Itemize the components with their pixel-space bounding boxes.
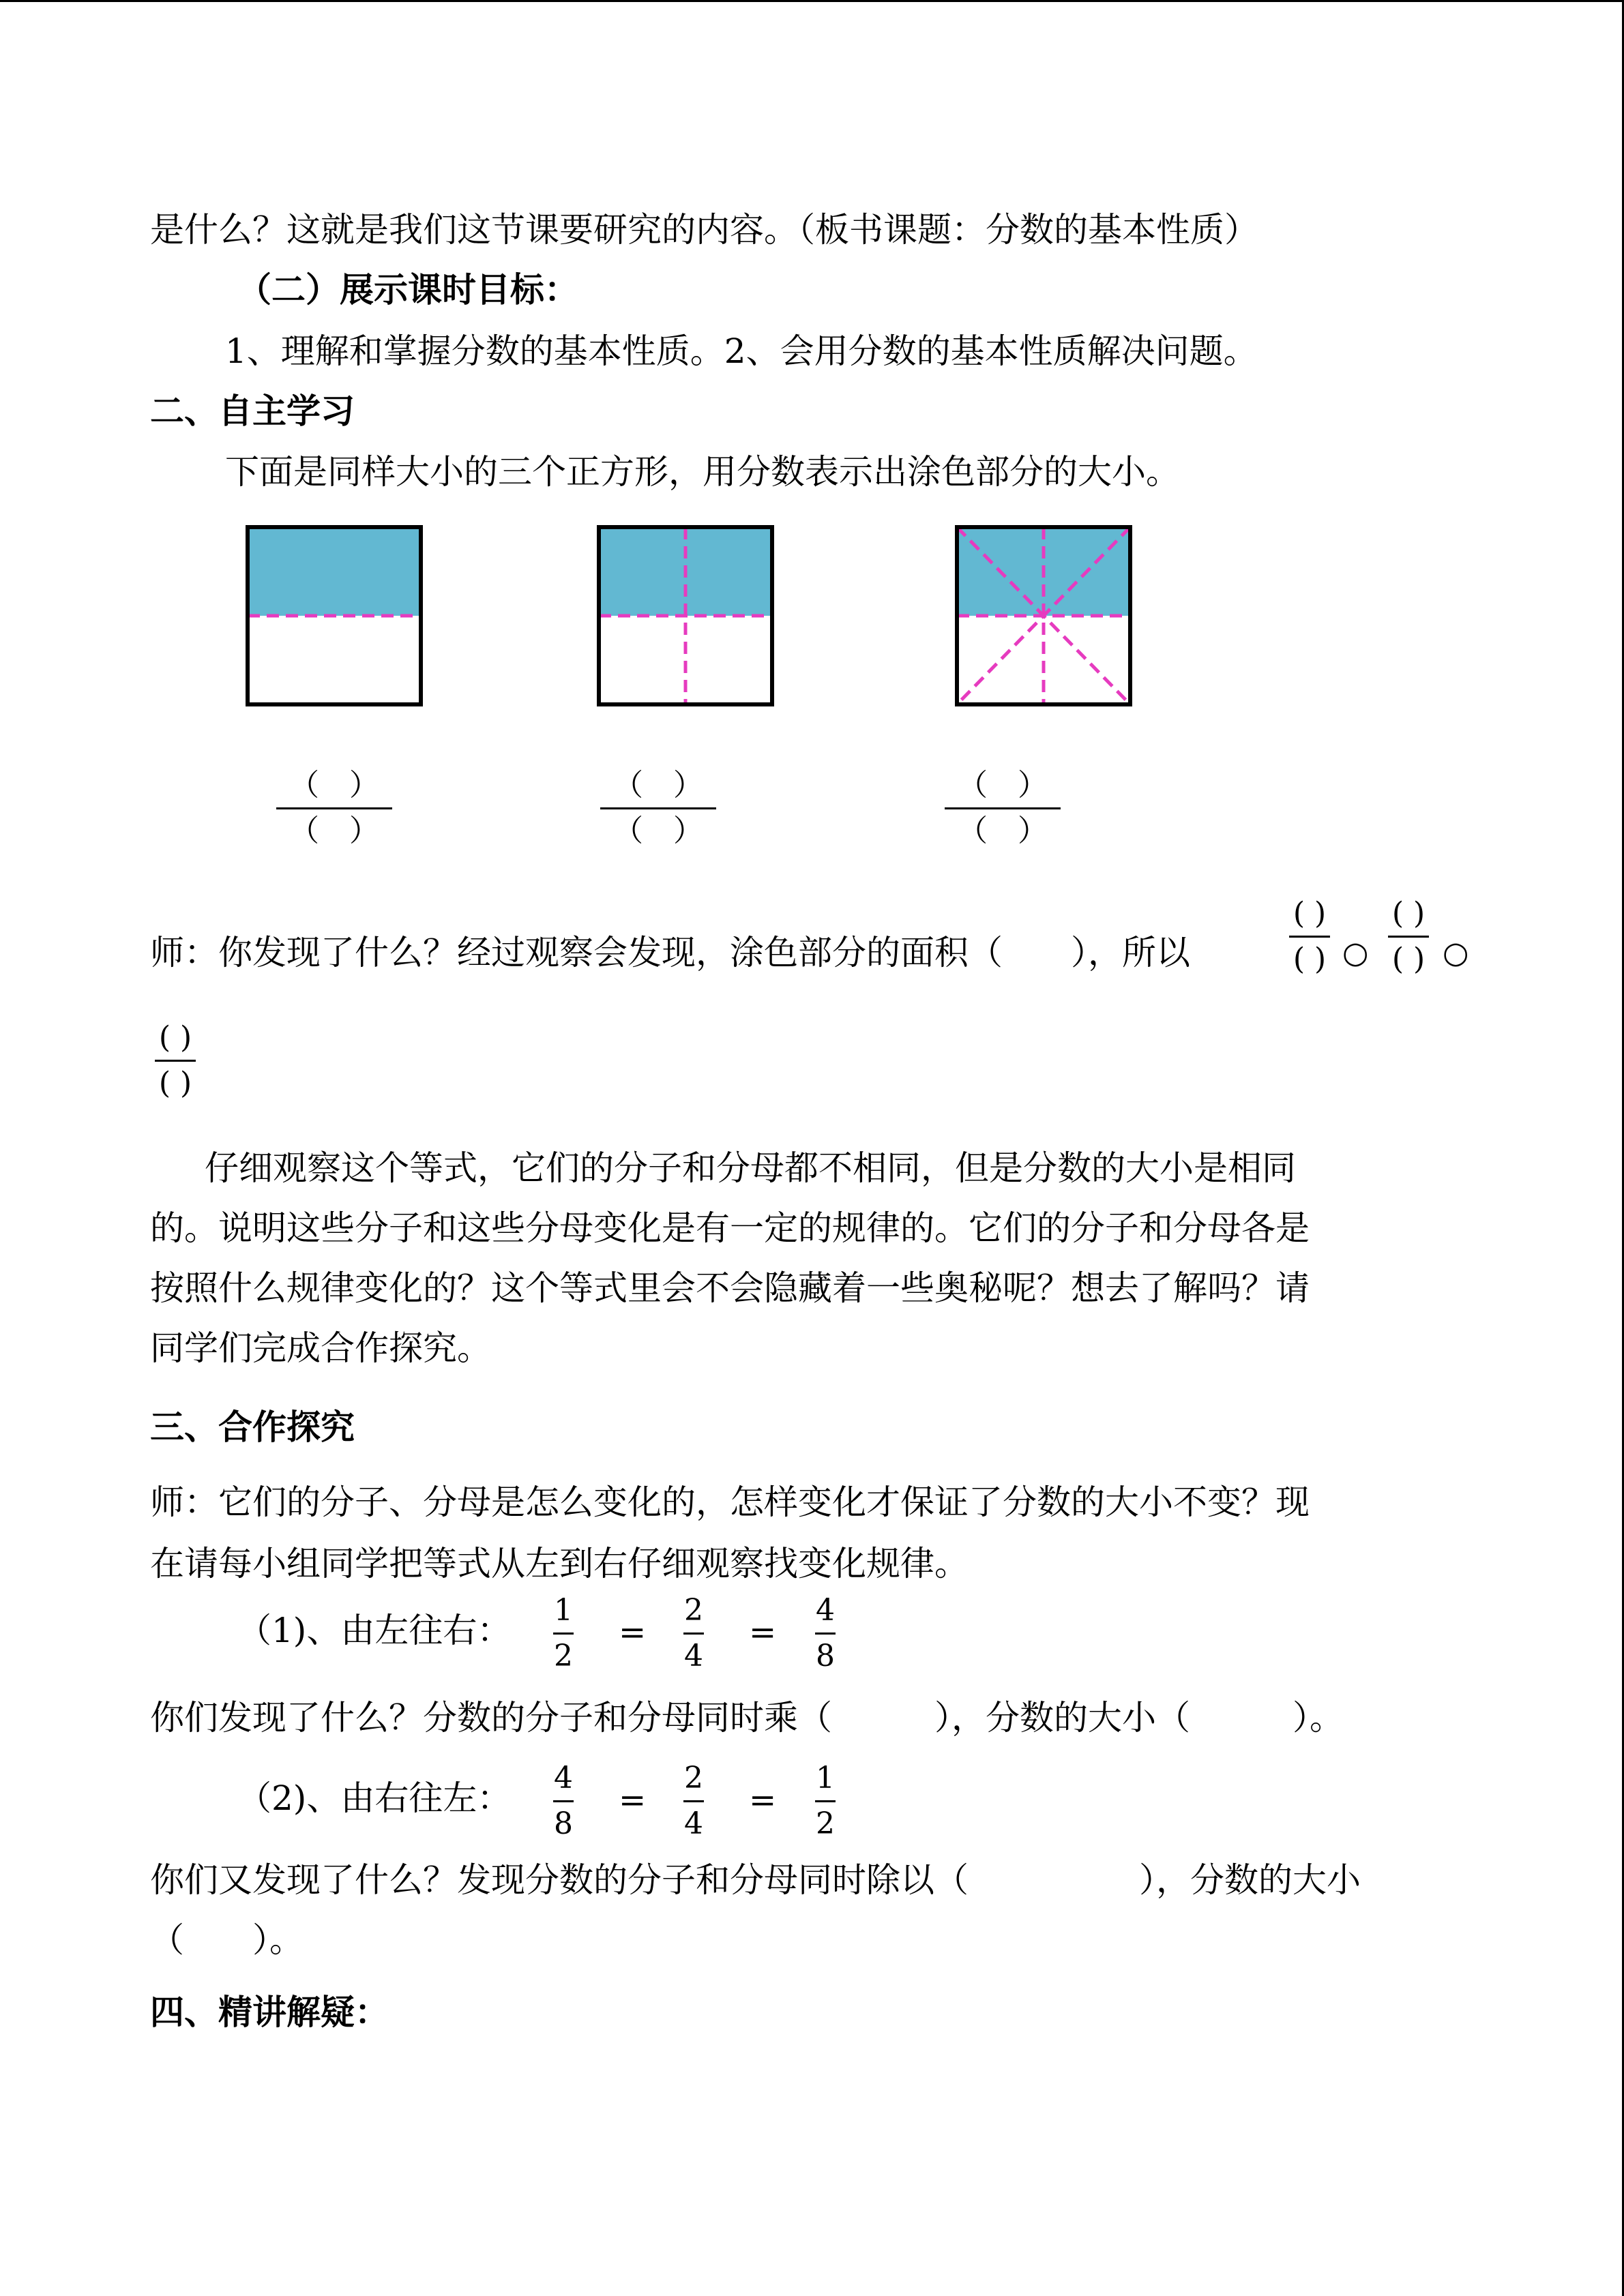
teacher-question-2-line-1: 师：它们的分子、分母是怎么变化的，怎样变化才保证了分数的大小不变？现	[150, 1482, 1310, 1522]
fraction-bar	[683, 1800, 704, 1802]
numerator-blank[interactable]: （ ）	[613, 768, 703, 803]
goals-text: 1、理解和掌握分数的基本性质。2、会用分数的基本性质解决问题。	[225, 331, 1258, 371]
paragraph-line-4: 同学们完成合作探究。	[150, 1328, 491, 1368]
denominator-blank[interactable]: （ ）	[958, 814, 1048, 848]
answer-fraction-1	[276, 768, 392, 848]
heading-explanation: 四、精讲解疑：	[150, 1992, 389, 2032]
small-fraction-1	[1286, 896, 1333, 976]
answer-fraction-2	[600, 768, 716, 848]
question-divide-line-1: 你们又发现了什么？发现分数的分子和分母同时除以（ ），分数的大小	[150, 1860, 1361, 1900]
equals-sign: =	[749, 1781, 777, 1819]
intro-text: 下面是同样大小的三个正方形，用分数表示出涂色部分的大小。	[225, 452, 1180, 492]
numerator: 2	[684, 1761, 703, 1795]
numerator: 1	[554, 1593, 573, 1628]
compare-circle-2[interactable]: ○	[1443, 936, 1469, 970]
equals-sign: =	[749, 1613, 777, 1652]
question-multiply: 你们发现了什么？分数的分子和分母同时乘（ ），分数的大小（ ）。	[150, 1698, 1344, 1738]
denominator-blank[interactable]: ( )	[1293, 942, 1327, 976]
fraction-bar	[276, 807, 392, 809]
denominator: 4	[684, 1806, 703, 1841]
step2-fraction-1	[540, 1763, 587, 1839]
denominator: 4	[684, 1639, 703, 1673]
fraction-bar	[945, 807, 1061, 809]
numerator-blank[interactable]: （ ）	[958, 768, 1048, 803]
heading-self-study: 二、自主学习	[150, 391, 355, 431]
square-1	[246, 525, 423, 706]
page-top-border	[0, 0, 1624, 2]
heading-cooperative-inquiry: 三、合作探究	[150, 1407, 355, 1447]
fraction-bar	[553, 1632, 574, 1635]
step1-fraction-1	[540, 1593, 587, 1673]
step2-fraction-3	[801, 1763, 849, 1839]
answer-fraction-3	[945, 768, 1061, 848]
denominator-blank[interactable]: （ ）	[613, 814, 703, 848]
text-line-1: 是什么？这就是我们这节课要研究的内容。（板书课题：分数的基本性质）	[150, 210, 1258, 250]
numerator-blank[interactable]: ( )	[158, 1020, 192, 1055]
numerator: 4	[554, 1761, 573, 1795]
denominator-blank[interactable]: ( )	[1391, 942, 1426, 976]
paragraph-line-2: 的。说明这些分子和这些分母变化是有一定的规律的。它们的分子和分母各是	[150, 1208, 1310, 1248]
fraction-bar	[815, 1632, 836, 1635]
numerator: 1	[816, 1761, 835, 1795]
fraction-bar	[1289, 936, 1330, 938]
fraction-bar	[553, 1800, 574, 1802]
small-fraction-2	[1385, 896, 1432, 976]
square-3	[955, 525, 1132, 706]
paragraph-line-1: 仔细观察这个等式，它们的分子和分母都不相同，但是分数的大小是相同	[205, 1148, 1296, 1188]
denominator-blank[interactable]: ( )	[158, 1066, 192, 1101]
small-fraction-3	[151, 1020, 199, 1101]
equals-sign: =	[619, 1781, 647, 1819]
square-2	[597, 525, 774, 706]
denominator: 8	[816, 1639, 835, 1673]
fraction-bar	[600, 807, 716, 809]
numerator: 2	[684, 1593, 703, 1628]
numerator-blank[interactable]: ( )	[1293, 896, 1327, 931]
fraction-bar	[815, 1800, 836, 1802]
teacher-question-1: 师：你发现了什么？经过观察会发现，涂色部分的面积（ ），所以	[150, 933, 1190, 972]
step1-fraction-3	[801, 1593, 849, 1673]
fraction-bar	[155, 1060, 196, 1062]
numerator: 4	[816, 1593, 835, 1628]
equals-sign: =	[619, 1613, 647, 1652]
fraction-bar	[1388, 936, 1429, 938]
denominator-blank[interactable]: （ ）	[289, 814, 379, 848]
numerator-blank[interactable]: ( )	[1391, 896, 1426, 931]
fraction-bar	[683, 1632, 704, 1635]
shaded-region	[248, 527, 421, 616]
teacher-question-2-line-2: 在请每小组同学把等式从左到右仔细观察找变化规律。	[150, 1544, 969, 1583]
compare-circle-1[interactable]: ○	[1342, 936, 1369, 970]
numerator-blank[interactable]: （ ）	[289, 768, 379, 803]
step-2-label: （2)、由右往左：	[237, 1778, 512, 1818]
heading-course-goals: （二）展示课时目标：	[237, 269, 578, 310]
step1-fraction-2	[670, 1593, 718, 1673]
denominator: 8	[554, 1806, 573, 1841]
denominator: 2	[554, 1639, 573, 1673]
denominator: 2	[816, 1806, 835, 1841]
question-divide-line-2: （ ）。	[150, 1920, 304, 1960]
step2-fraction-2	[670, 1763, 718, 1839]
paragraph-line-3: 按照什么规律变化的？这个等式里会不会隐藏着一些奥秘呢？想去了解吗？请	[150, 1268, 1310, 1308]
step-1-label: （1)、由左往右：	[237, 1611, 512, 1650]
